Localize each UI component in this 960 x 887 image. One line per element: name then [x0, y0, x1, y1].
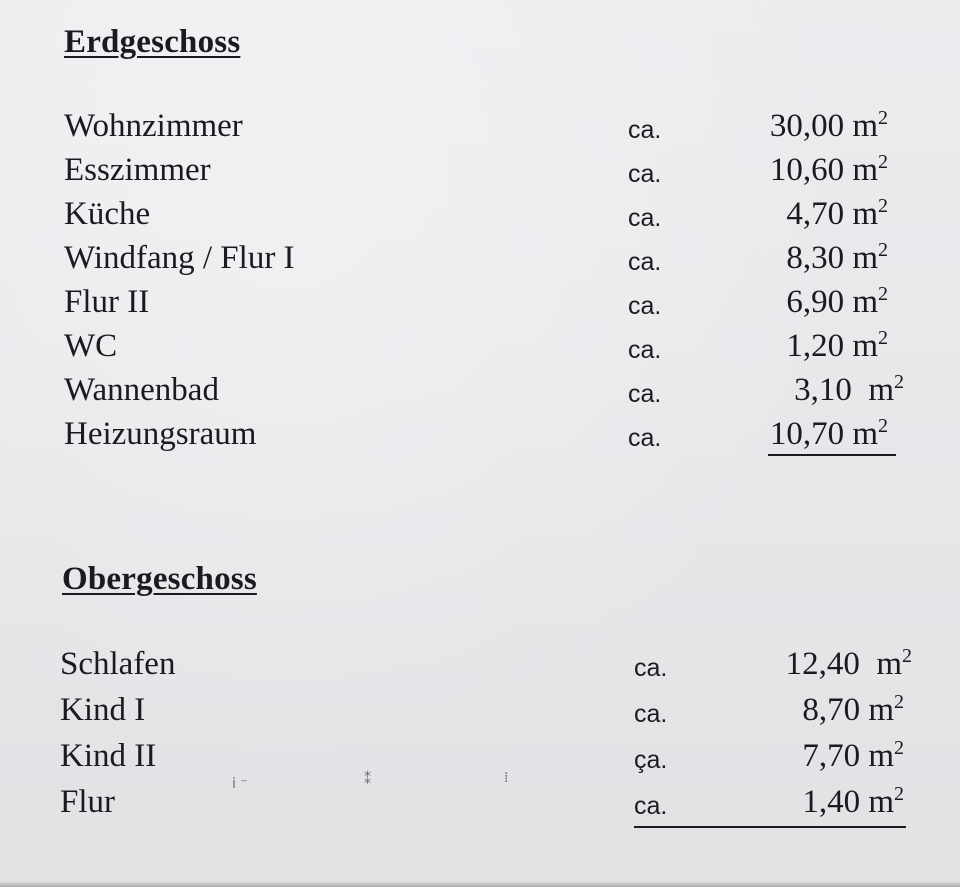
room-area: 12,40 $m^2$: [785, 645, 912, 682]
scan-speck: ⅰ ⁻: [232, 776, 248, 792]
table-row: [0, 152, 960, 196]
scan-speck: ⁑: [364, 772, 371, 788]
room-name: Flur: [60, 784, 116, 820]
room-name: Wannenbad: [64, 372, 219, 408]
room-name: Esszimmer: [64, 152, 211, 188]
approx-label: ca.: [628, 248, 662, 276]
approx-label: ca.: [628, 380, 662, 408]
room-name: Schlafen: [60, 646, 176, 682]
room-area: 1,40 $m^2$: [802, 783, 904, 820]
total-underline: [634, 826, 906, 828]
approx-label: ca.: [634, 792, 668, 820]
room-name: Kind II: [60, 738, 157, 774]
room-name: Flur II: [64, 284, 150, 320]
room-area: 30,00 $m^2$: [769, 107, 888, 144]
room-name: Küche: [64, 196, 151, 232]
approx-label: ca.: [634, 654, 668, 682]
room-name: Wohnzimmer: [64, 108, 243, 144]
table-row: [0, 416, 960, 460]
approx-label: ca.: [628, 160, 662, 188]
room-name: Heizungsraum: [64, 416, 257, 452]
table-row: [0, 240, 960, 284]
table-row: [0, 692, 960, 736]
approx-label: ca.: [628, 424, 662, 452]
approx-label: ca.: [628, 116, 662, 144]
approx-label: ca.: [628, 292, 662, 320]
room-area: 3,10 $m^2$: [794, 371, 904, 408]
section-heading-erdgeschoss: Erdgeschoss: [64, 24, 241, 60]
approx-label: ca.: [628, 204, 662, 232]
room-area: 6,90 $m^2$: [786, 283, 888, 320]
room-area: 4,70 $m^2$: [786, 195, 888, 232]
room-name: WC: [64, 328, 118, 364]
page-edge-shadow: [0, 881, 960, 887]
room-name: Kind I: [60, 692, 146, 728]
approx-label: ça.: [634, 746, 668, 774]
table-row: [0, 738, 960, 782]
scan-speck: ⁞: [504, 770, 509, 786]
room-area: 1,20 $m^2$: [786, 327, 888, 364]
approx-label: ca.: [628, 336, 662, 364]
room-area: 8,30 $m^2$: [786, 239, 888, 276]
room-area: 7,70 $m^2$: [802, 737, 904, 774]
room-area: 8,70 $m^2$: [802, 691, 904, 728]
room-area-total-line: 10,70 $m^2$: [768, 416, 896, 456]
table-row: [0, 284, 960, 328]
table-row: [0, 108, 960, 152]
room-area: 10,60 $m^2$: [769, 151, 888, 188]
table-row: [0, 372, 960, 416]
table-row: [0, 646, 960, 690]
table-row: [0, 784, 960, 828]
table-row: [0, 328, 960, 372]
table-row: [0, 196, 960, 240]
approx-label: ca.: [634, 700, 668, 728]
section-heading-obergeschoss: Obergeschoss: [62, 561, 257, 597]
room-name: Windfang / Flur I: [64, 240, 295, 276]
